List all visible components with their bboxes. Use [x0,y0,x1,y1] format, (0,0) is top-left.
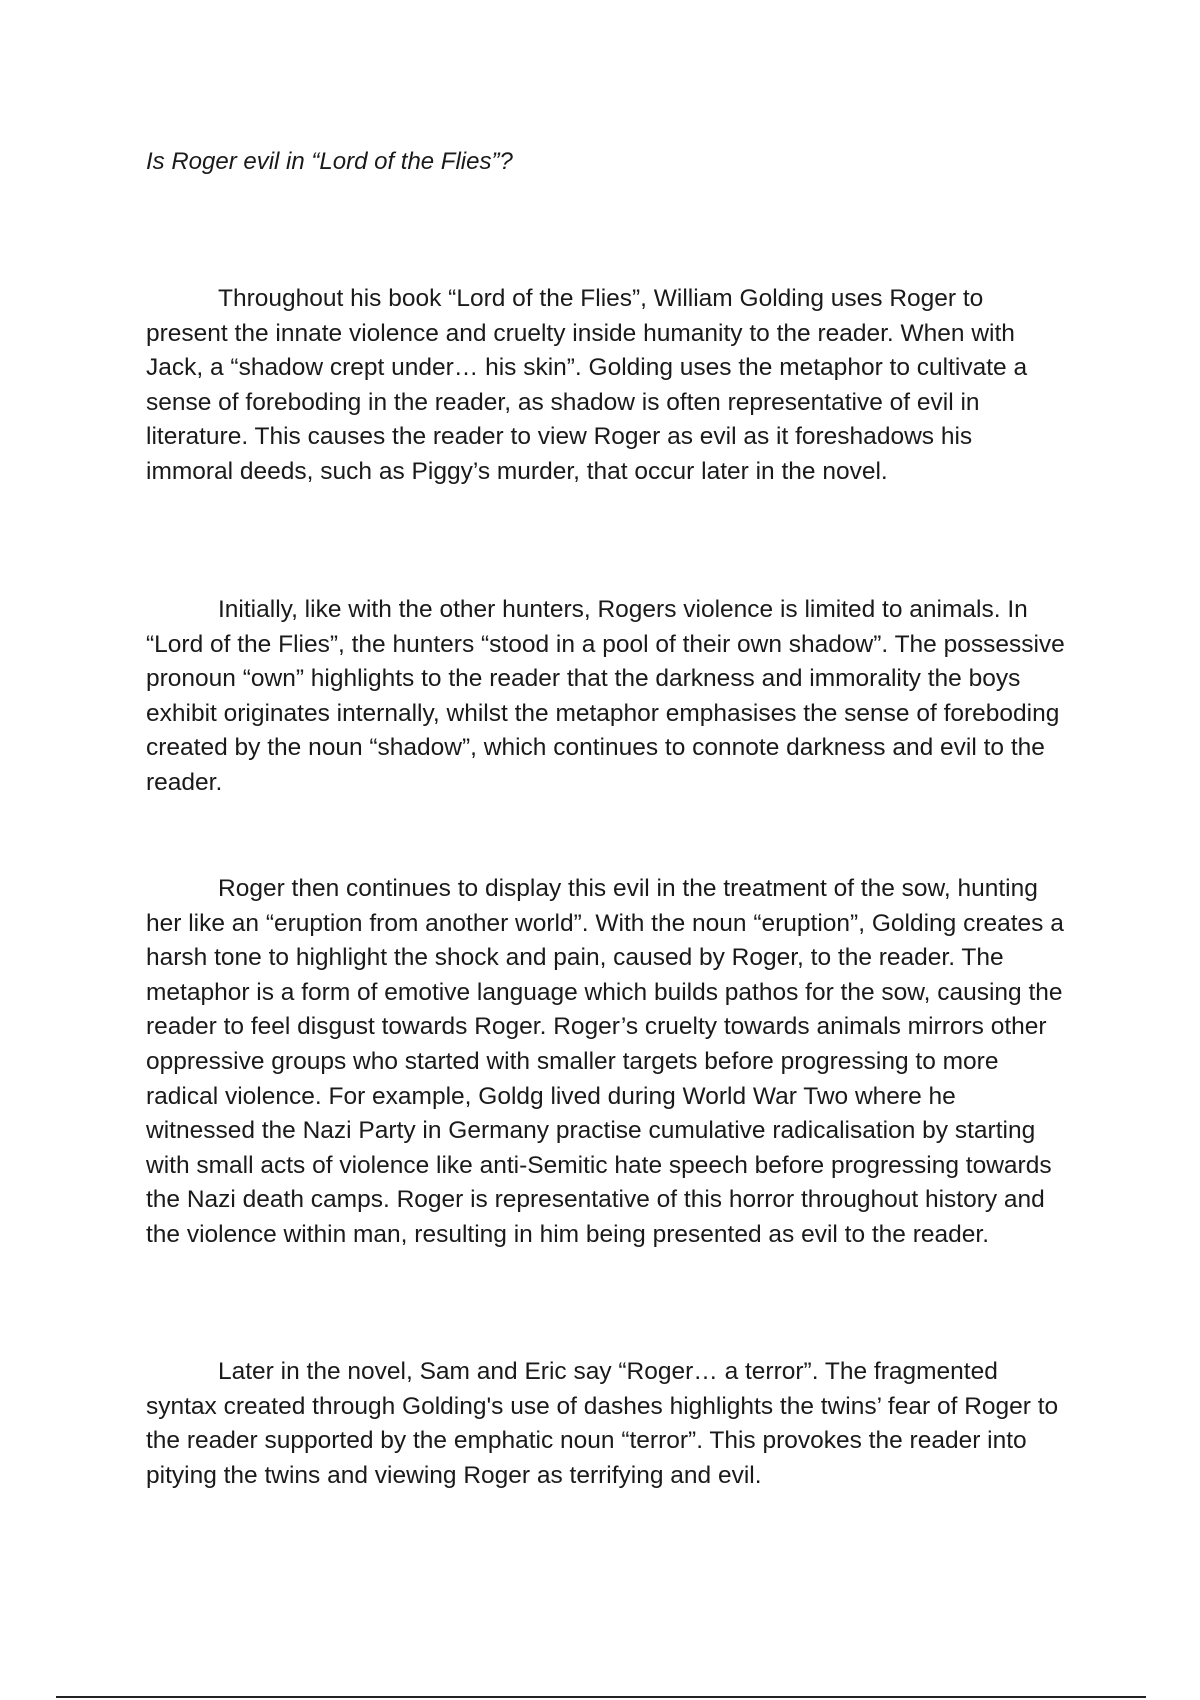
page-bottom-divider [56,1696,1146,1698]
paragraph-4: Later in the novel, Sam and Eric say “Roger… a terror”. The fragmented syntax created through Golding's use of dashes highlights the twins’ fear of Roger to the reader supported by the emphatic noun “terror”. This provokes the reader into pitying the twins and viewing Roger as terrifying and evil. [146,1358,1059,1489]
paragraph-3: Roger then continues to display this evil in the treatment of the sow, hunting her like an “eruption from another world”. With the noun “eruption”, Golding creates a harsh tone to highlight the shock and pain, caused by Roger, to the reader. The metaphor is a form of emotive language which builds pathos for the sow, causing the reader to feel disgust towards Roger. Roger’s cruelty towards animals mirrors other oppressive groups who started with smaller targets before progressing to more radical violence. For example, Goldg lived during World War Two where he witnessed the Nazi Party in Germany practise cumulative radicalisation by starting with small acts of violence like anti-Semitic hate speech before progressing towards the Nazi death camps. Roger is representative of this horror throughout history and the violence within man, resulting in him being presented as evil to the reader. [146,875,1064,1248]
essay-title: Is Roger evil in “Lord of the Flies”? [146,148,513,175]
paragraph-1: Throughout his book “Lord of the Flies”, William Golding uses Roger to present the innate violence and cruelty inside humanity to the reader. When with Jack, a “shadow crept under… his skin”. Golding uses the metaphor to cultivate a sense of foreboding in the reader, as shadow is often representative of evil in literature. This causes the reader to view Roger as evil as it foreshadows his immoral deeds, such as Piggy’s murder, that occur later in the novel. [146,285,1028,485]
paragraph-2: Initially, like with the other hunters, Rogers violence is limited to animals. In “Lord of the Flies”, the hunters “stood in a pool of their own shadow”. The possessive pronoun “own” highlights to the reader that the darkness and immorality the boys exhibit originates internally, whilst the metaphor emphasises the sense of foreboding created by the noun “shadow”, which continues to connote darkness and evil to the reader. [146,596,1065,796]
